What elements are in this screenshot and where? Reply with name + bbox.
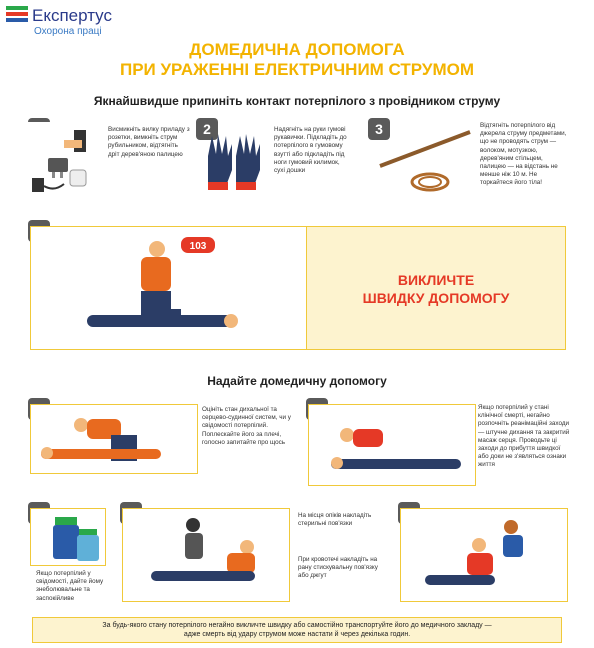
rubber-gloves-icon [200, 126, 272, 196]
step5-illustration [30, 404, 198, 474]
stick-and-rope-icon [372, 126, 474, 200]
call-line2: ШВИДКУ ДОПОМОГУ [362, 290, 510, 306]
step3-text: Відтягніть потерпілого від джерела струму предметами, що не проводять струм — волоком, мотузкою, дерев'яним стільцем, палицею — на відстань не менше ніж 10 м. Не торкайтеся його тіла! [480, 122, 567, 187]
step7-text: Якщо потерпілий у свідомості, дайте йому знеболювальне та заспокійливе [36, 570, 104, 602]
medicine-bottles-icon [30, 508, 106, 566]
step3-number: 3 [368, 118, 390, 140]
page-title-line2: ПРИ УРАЖЕННІ ЕЛЕКТРИЧНИМ СТРУМОМ [119, 60, 475, 79]
brand-name: Експертус [32, 6, 112, 25]
section2-heading: Надайте домедичну допомогу [207, 374, 387, 388]
logo-icon [6, 6, 28, 24]
call-ambulance-panel [306, 226, 566, 350]
step6-text: Якщо потерпілий у стані клінічної смерті, негайно розпочніть реанімаційні заходи — штучне дихання та закритий масаж серця. Проводьте ці заходи до прибуття швидкої або доки не з'являться ознаки життя [478, 404, 570, 469]
call-line1: ВИКЛИЧТЕ [397, 272, 475, 288]
step1-illustration [24, 122, 110, 200]
step8-text-bleeding: При кровотечі накладіть на рану стискувальну пов'язку або джгут [298, 556, 378, 580]
section1-heading: Якнайшвидше припиніть контакт потерпілого з провідником струму [93, 94, 501, 108]
footer-line1: За будь-якого стану потерпілого негайно викличте швидку або самостійно транспортуйте його до медичного закладу — [102, 622, 492, 629]
step1-text: Висмикніть вилку приладу з розетки, вимкніть струм рубильником, відтягніть дріт дерев'яною палицею [108, 126, 190, 158]
step6-illustration [308, 404, 476, 486]
step4-illustration [30, 226, 308, 350]
step2-text: Надягніть на руки гумові рукавички. Підкладіть до потерпілого в гумовому взутті або підкладіть під ноги гумовий килимок, сухі дошки [274, 126, 347, 175]
footer-line2: адже смерть від удару струмом може настати й через декілька годин. [183, 631, 411, 638]
brand-subtitle: Охорона праці [34, 26, 102, 37]
step8-illustration [122, 508, 290, 602]
step2-number: 2 [196, 118, 218, 140]
footer-note [32, 617, 562, 643]
step5-text: Оцініть стан дихальної та серцево-судинної систем, чи у свідомості потерпілий. Поплескайте його за плечі, голосно запитайте про щось [202, 406, 291, 446]
step8-text-burns: На місця опіків накладіть стерильні пов'язки [298, 512, 372, 528]
page-title-line1: ДОМЕДИЧНА ДОПОМОГА [189, 40, 405, 59]
phone-number-label: 103 [189, 241, 207, 252]
step9-illustration [400, 508, 568, 602]
